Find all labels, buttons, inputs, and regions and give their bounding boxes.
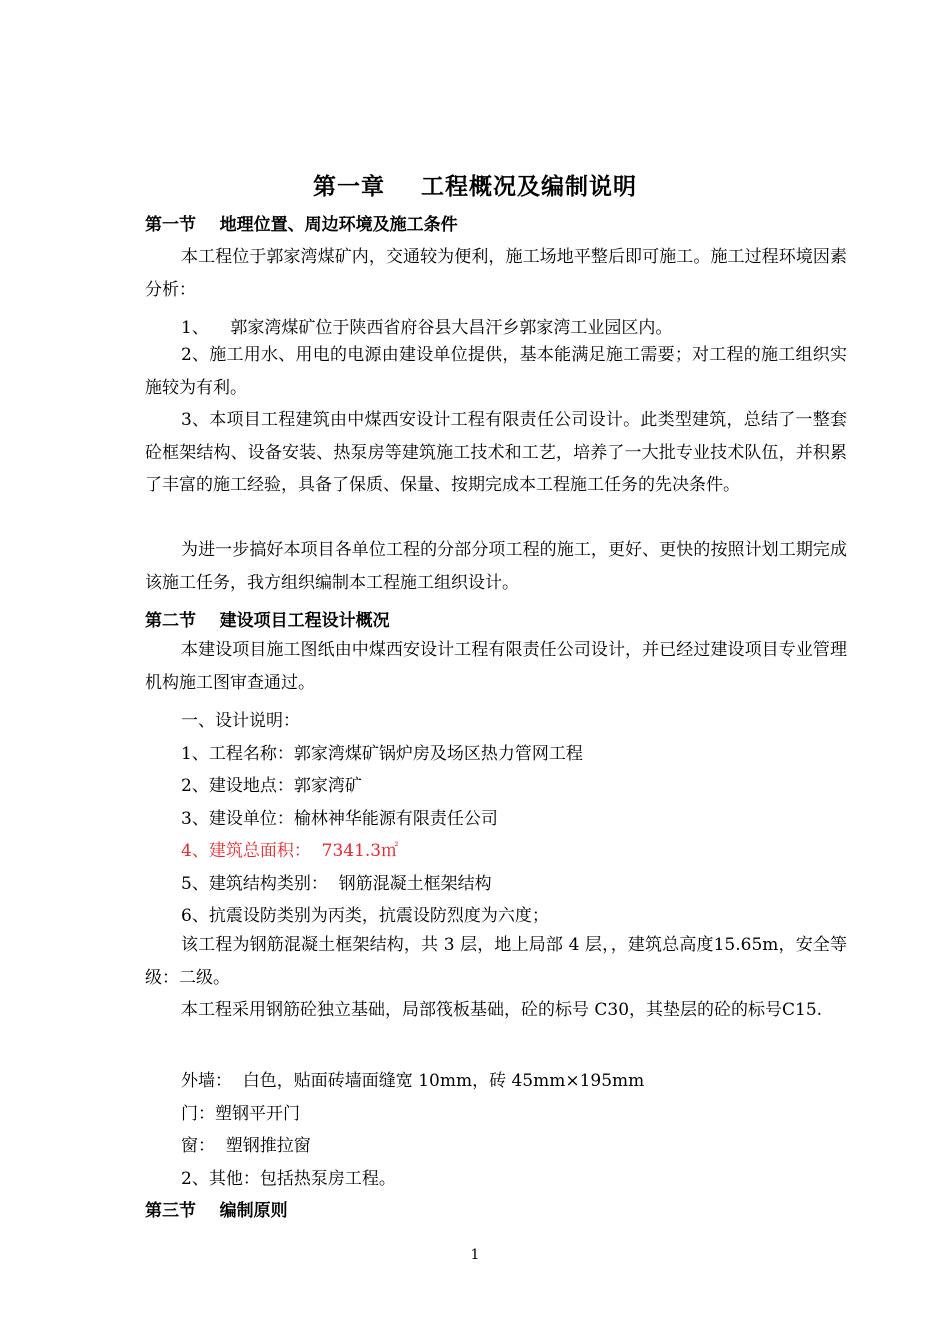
exterior-wall: 外墙： 白色，贴面砖墙面缝宽 10mm，砖 45mm×195mm: [181, 1071, 645, 1091]
section1-heading: 第一节 地理位置、周边环境及施工条件: [145, 215, 458, 235]
section2-heading: 第二节 建设项目工程设计概况: [145, 611, 390, 631]
section1-closing: 为进一步搞好本项目各单位工程的分部分项工程的施工，更好、更快的按照计划工期完成该施工任务，我方组织编制本工程施工组织设计。: [145, 540, 847, 593]
window-spec: 窗： 塑钢推拉窗: [181, 1136, 311, 1156]
project-location: 2、建设地点：郭家湾矿: [181, 776, 362, 796]
section1-item1: 1、 郭家湾煤矿位于陕西省府谷县大昌汗乡郭家湾工业园区内。: [181, 318, 673, 338]
foundation-description: 本工程采用钢筋砼独立基础，局部筏板基础，砼的标号 C30，其垫层的砼的标号C15.: [181, 1000, 823, 1020]
frame-description: 该工程为钢筋混凝土框架结构，共 3 层，地上局部 4 层，，建筑总高度15.65m，安全等级：二级。: [145, 935, 847, 988]
design-heading: 一、设计说明：: [181, 711, 300, 731]
section1-intro: 本工程位于郭家湾煤矿内，交通较为便利，施工场地平整后即可施工。施工过程环境因素分析：: [145, 247, 847, 300]
chapter-title: 第一章 工程概况及编制说明: [312, 174, 638, 200]
total-area: 4、建筑总面积： 7341.3㎡: [181, 841, 399, 861]
project-name: 1、工程名称：郭家湾煤矿锅炉房及场区热力管网工程: [181, 744, 583, 764]
section2-intro: 本建设项目施工图纸由中煤西安设计工程有限责任公司设计，并已经过建设项目专业管理机构施工图审查通过。: [145, 640, 847, 693]
section1-item2: 2、施工用水、用电的电源由建设单位提供，基本能满足施工需要；对工程的施工组织实施较为有利。: [145, 345, 847, 398]
other-spec: 2、其他：包括热泵房工程。: [181, 1169, 396, 1189]
construction-unit: 3、建设单位：榆林神华能源有限责任公司: [181, 809, 498, 829]
door-spec: 门：塑钢平开门: [181, 1104, 300, 1124]
section3-heading: 第三节 编制原则: [145, 1201, 288, 1221]
page-number: 1: [470, 1247, 480, 1263]
structure-type: 5、建筑结构类别： 钢筋混凝土框架结构: [181, 874, 492, 894]
section1-item3: 3、本项目工程建筑由中煤西安设计工程有限责任公司设计。此类型建筑，总结了一整套砼框架结构、设备安装、热泵房等建筑施工技术和工艺，培养了一大批专业技术队伍，并积累了丰富的施工经验，具备了保质、保量、按期完成本工程施工任务的先决条件。: [145, 410, 847, 495]
seismic-class: 6、抗震设防类别为丙类，抗震设防烈度为六度；: [181, 906, 549, 926]
